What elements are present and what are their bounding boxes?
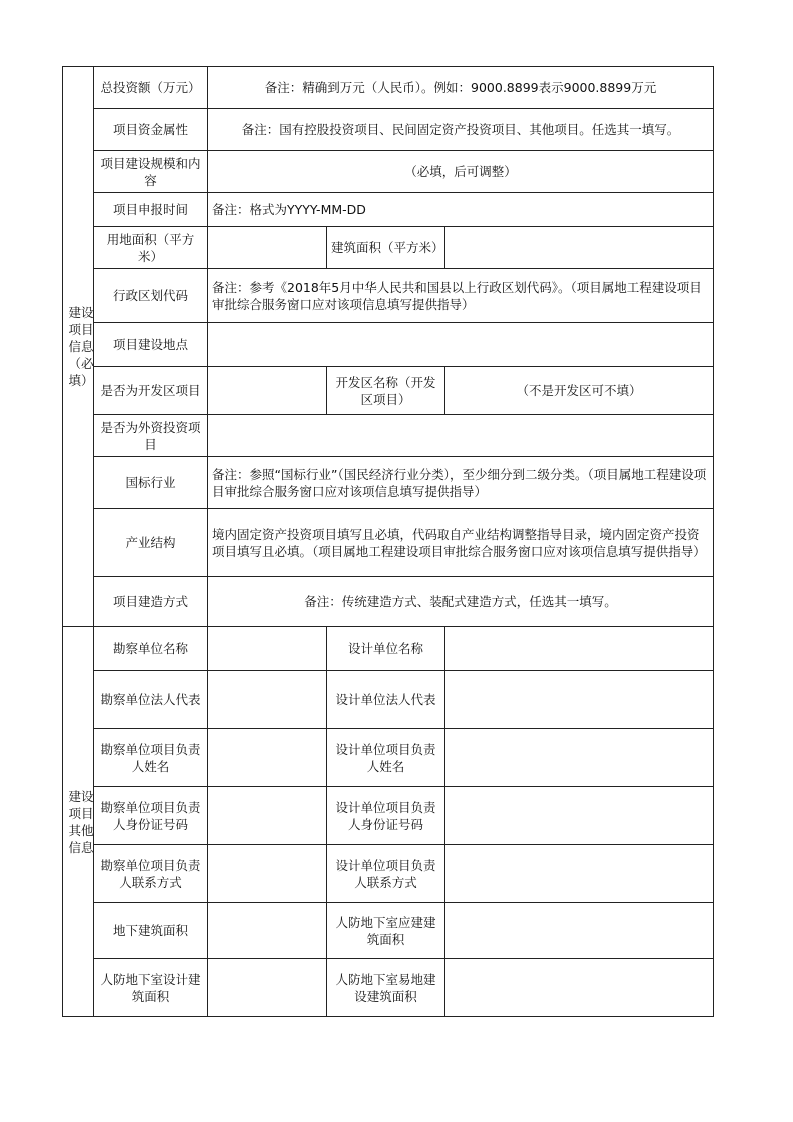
section-1-title-cell — [63, 67, 94, 627]
label-dev-zone: 是否为开发区项目 — [94, 367, 208, 415]
input-right[interactable] — [445, 729, 714, 787]
input-right[interactable] — [445, 845, 714, 903]
input-left[interactable] — [208, 959, 327, 1017]
label-structure: 产业结构 — [94, 509, 208, 577]
label-scale: 项目建设规模和内容 — [94, 151, 208, 193]
row-method — [63, 577, 714, 627]
input-right[interactable] — [445, 959, 714, 1017]
row-structure — [63, 509, 714, 577]
project-info-table — [62, 66, 714, 1017]
row-leader-id — [63, 787, 714, 845]
row-region-code — [63, 269, 714, 323]
note-structure[interactable]: 境内固定资产投资项目填写且必填，代码取自产业结构调整指导目录，境内固定资产投资项目填写且必填。（项目属地工程建设项目审批综合服务窗口应对该项信息填写提供指导） — [208, 509, 714, 577]
row-fund-attr — [63, 109, 714, 151]
note-industry[interactable]: 备注：参照“国标行业”（国民经济行业分类），至少细分到二级分类。（项目属地工程建设项目审批综合服务窗口应对该项信息填写提供指导） — [208, 457, 714, 509]
section-1-title: 建设项目信息（必填） — [68, 305, 94, 388]
input-location[interactable] — [208, 323, 714, 367]
input-right[interactable] — [445, 903, 714, 959]
label-right: 设计单位项目负责人联系方式 — [327, 845, 445, 903]
label-right: 设计单位项目负责人姓名 — [327, 729, 445, 787]
note-method[interactable]: 备注：传统建造方式、装配式建造方式，任选其一填写。 — [208, 577, 714, 627]
input-left[interactable] — [208, 903, 327, 959]
label-left: 人防地下室设计建筑面积 — [94, 959, 208, 1017]
row-civil-defense-area — [63, 959, 714, 1017]
row-scale — [63, 151, 714, 193]
row-area — [63, 227, 714, 269]
input-left[interactable] — [208, 671, 327, 729]
input-left[interactable] — [208, 627, 327, 671]
row-foreign — [63, 415, 714, 457]
label-left: 勘察单位项目负责人姓名 — [94, 729, 208, 787]
section-2-title: 建设项目其他信息 — [68, 788, 94, 855]
label-left: 地下建筑面积 — [94, 903, 208, 959]
label-land-area: 用地面积（平方米） — [94, 227, 208, 269]
label-right: 设计单位法人代表 — [327, 671, 445, 729]
note-dev-zone-name[interactable]: （不是开发区可不填） — [445, 367, 714, 415]
note-total-investment[interactable]: 备注：精确到万元（人民币）。例如：9000.8899表示9000.8899万元 — [208, 67, 714, 109]
input-right[interactable] — [445, 627, 714, 671]
input-left[interactable] — [208, 845, 327, 903]
note-fund-attr[interactable]: 备注：国有控股投资项目、民间固定资产投资项目、其他项目。任选其一填写。 — [208, 109, 714, 151]
input-foreign[interactable] — [208, 415, 714, 457]
label-right: 人防地下室易地建设建筑面积 — [327, 959, 445, 1017]
input-right[interactable] — [445, 787, 714, 845]
label-method: 项目建造方式 — [94, 577, 208, 627]
label-dev-zone-name: 开发区名称（开发区项目） — [327, 367, 445, 415]
input-building-area[interactable] — [445, 227, 714, 269]
input-right[interactable] — [445, 671, 714, 729]
label-left: 勘察单位项目负责人身份证号码 — [94, 787, 208, 845]
row-survey-name — [63, 627, 714, 671]
row-dev-zone — [63, 367, 714, 415]
label-fund-attr: 项目资金属性 — [94, 109, 208, 151]
row-total-investment — [63, 67, 714, 109]
label-building-area: 建筑面积（平方米） — [327, 227, 445, 269]
section-2-title-cell — [63, 627, 94, 1017]
note-scale[interactable]: （必填，后可调整） — [208, 151, 714, 193]
label-foreign: 是否为外资投资项目 — [94, 415, 208, 457]
label-region-code: 行政区划代码 — [94, 269, 208, 323]
row-industry — [63, 457, 714, 509]
input-dev-zone[interactable] — [208, 367, 327, 415]
label-left: 勘察单位项目负责人联系方式 — [94, 845, 208, 903]
row-underground-area — [63, 903, 714, 959]
label-apply-time: 项目申报时间 — [94, 193, 208, 227]
label-left: 勘察单位法人代表 — [94, 671, 208, 729]
row-location — [63, 323, 714, 367]
label-industry: 国标行业 — [94, 457, 208, 509]
input-left[interactable] — [208, 729, 327, 787]
input-left[interactable] — [208, 787, 327, 845]
row-leader-contact — [63, 845, 714, 903]
row-legal-rep — [63, 671, 714, 729]
label-right: 设计单位名称 — [327, 627, 445, 671]
input-land-area[interactable] — [208, 227, 327, 269]
row-apply-time — [63, 193, 714, 227]
note-region-code[interactable]: 备注：参考《2018年5月中华人民共和国县以上行政区划代码》。（项目属地工程建设项目审批综合服务窗口应对该项信息填写提供指导） — [208, 269, 714, 323]
label-right: 设计单位项目负责人身份证号码 — [327, 787, 445, 845]
label-location: 项目建设地点 — [94, 323, 208, 367]
label-right: 人防地下室应建建筑面积 — [327, 903, 445, 959]
label-left: 勘察单位名称 — [94, 627, 208, 671]
row-leader-name — [63, 729, 714, 787]
label-total-investment: 总投资额（万元） — [94, 67, 208, 109]
note-apply-time[interactable]: 备注：格式为YYYY-MM-DD — [208, 193, 714, 227]
